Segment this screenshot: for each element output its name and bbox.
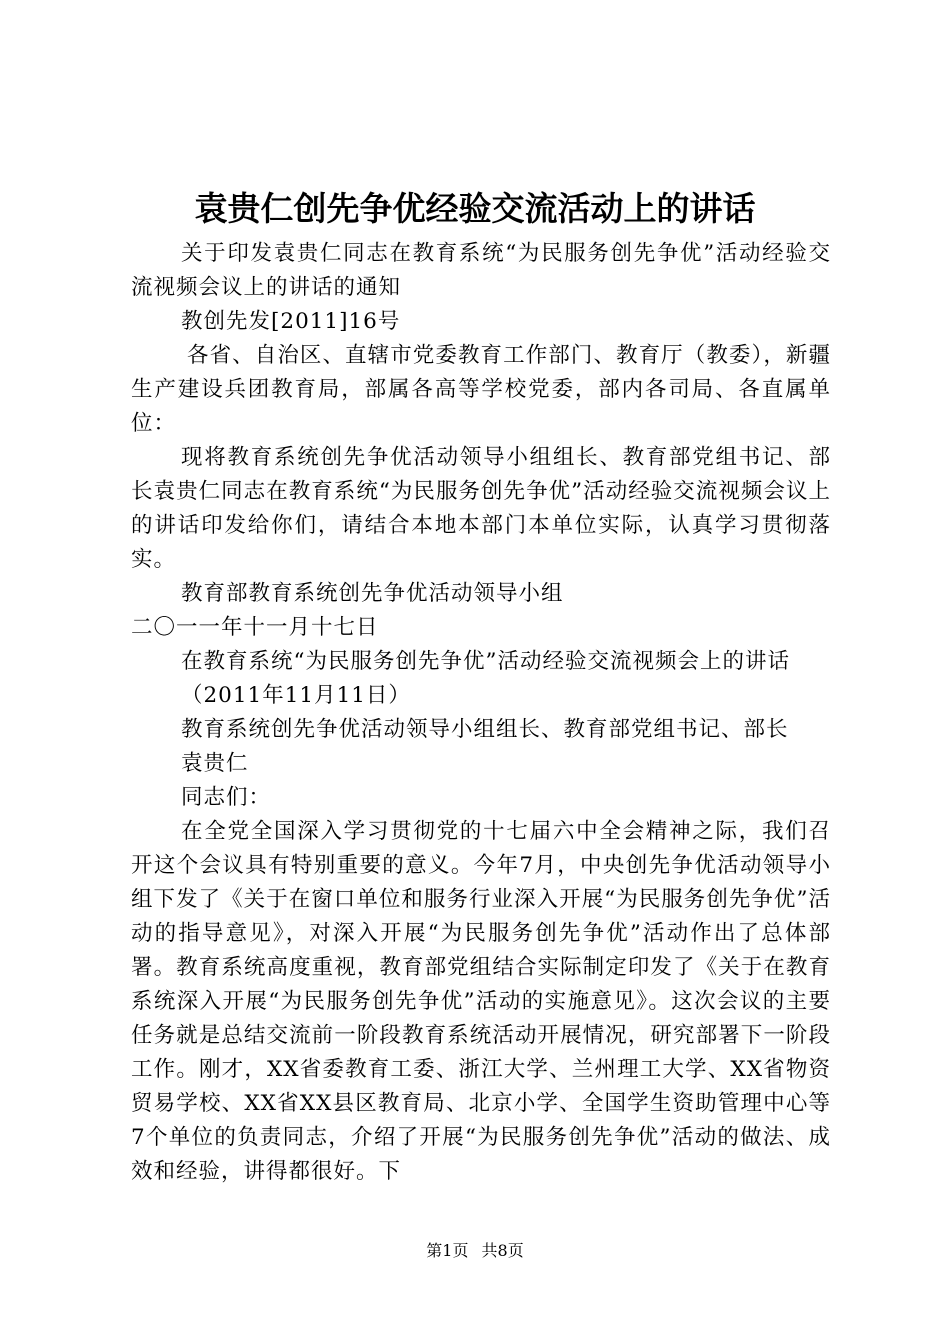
page-footer	[0, 1240, 950, 1262]
page-number: 第1页	[426, 1241, 469, 1260]
document-number: 教创先发[2011]16号	[181, 309, 401, 334]
recipients: 各省、自治区、直辖市党委教育工作部门、教育厅（教委），新疆生产建设兵团教育局，部属各高等学校党委，部内各司局、各直属单位：	[131, 343, 831, 436]
issuer: 教育部教育系统创先争优活动领导小组	[181, 581, 564, 606]
speech-title: 在教育系统“为民服务创先争优”活动经验交流视频会上的讲话	[181, 649, 790, 674]
document-title: 袁贵仁创先争优经验交流活动上的讲话	[194, 189, 756, 228]
notice-body: 现将教育系统创先争优活动领导小组组长、教育部党组书记、部长袁贵仁同志在教育系统“为民服务创先争优”活动经验交流视频会议上的讲话印发给你们，请结合本地本部门本单位实际，认真学习贯彻落实。	[131, 445, 831, 572]
speaker-name: 袁贵仁	[181, 751, 249, 776]
speech-date: （2011年11月11日）	[181, 683, 411, 708]
notice-heading: 关于印发袁贵仁同志在教育系统“为民服务创先争优”活动经验交流视频会议上的讲话的通知	[131, 241, 831, 300]
page-total: 共8页	[481, 1241, 524, 1260]
speaker-position: 教育系统创先争优活动领导小组组长、教育部党组书记、部长	[181, 717, 789, 742]
issue-date: 二〇一一年十一月十七日	[131, 615, 379, 640]
salutation: 同志们：	[181, 785, 272, 810]
document-body	[131, 237, 831, 1189]
speech-paragraph: 在全党全国深入学习贯彻党的十七届六中全会精神之际，我们召开这个会议具有特别重要的意义。今年7月，中央创先争优活动领导小组下发了《关于在窗口单位和服务行业深入开展“为民服务创先争优”活动的指导意见》，对深入开展“为民服务创先争优”活动作出了总体部署。教育系统高度重视，教育部党组结合实际制定印发了《关于在教育系统深入开展“为民服务创先争优”活动的实施意见》。这次会议的主要任务就是总结交流前一阶段教育系统活动开展情况，研究部署下一阶段工作。刚才，XX省委教育工委、浙江大学、兰州理工大学、XX省物资贸易学校、XX省XX县区教育局、北京小学、全国学生资助管理中心等7个单位的负责同志，介绍了开展“为民服务创先争优”活动的做法、成效和经验，讲得都很好。下	[131, 819, 831, 1184]
